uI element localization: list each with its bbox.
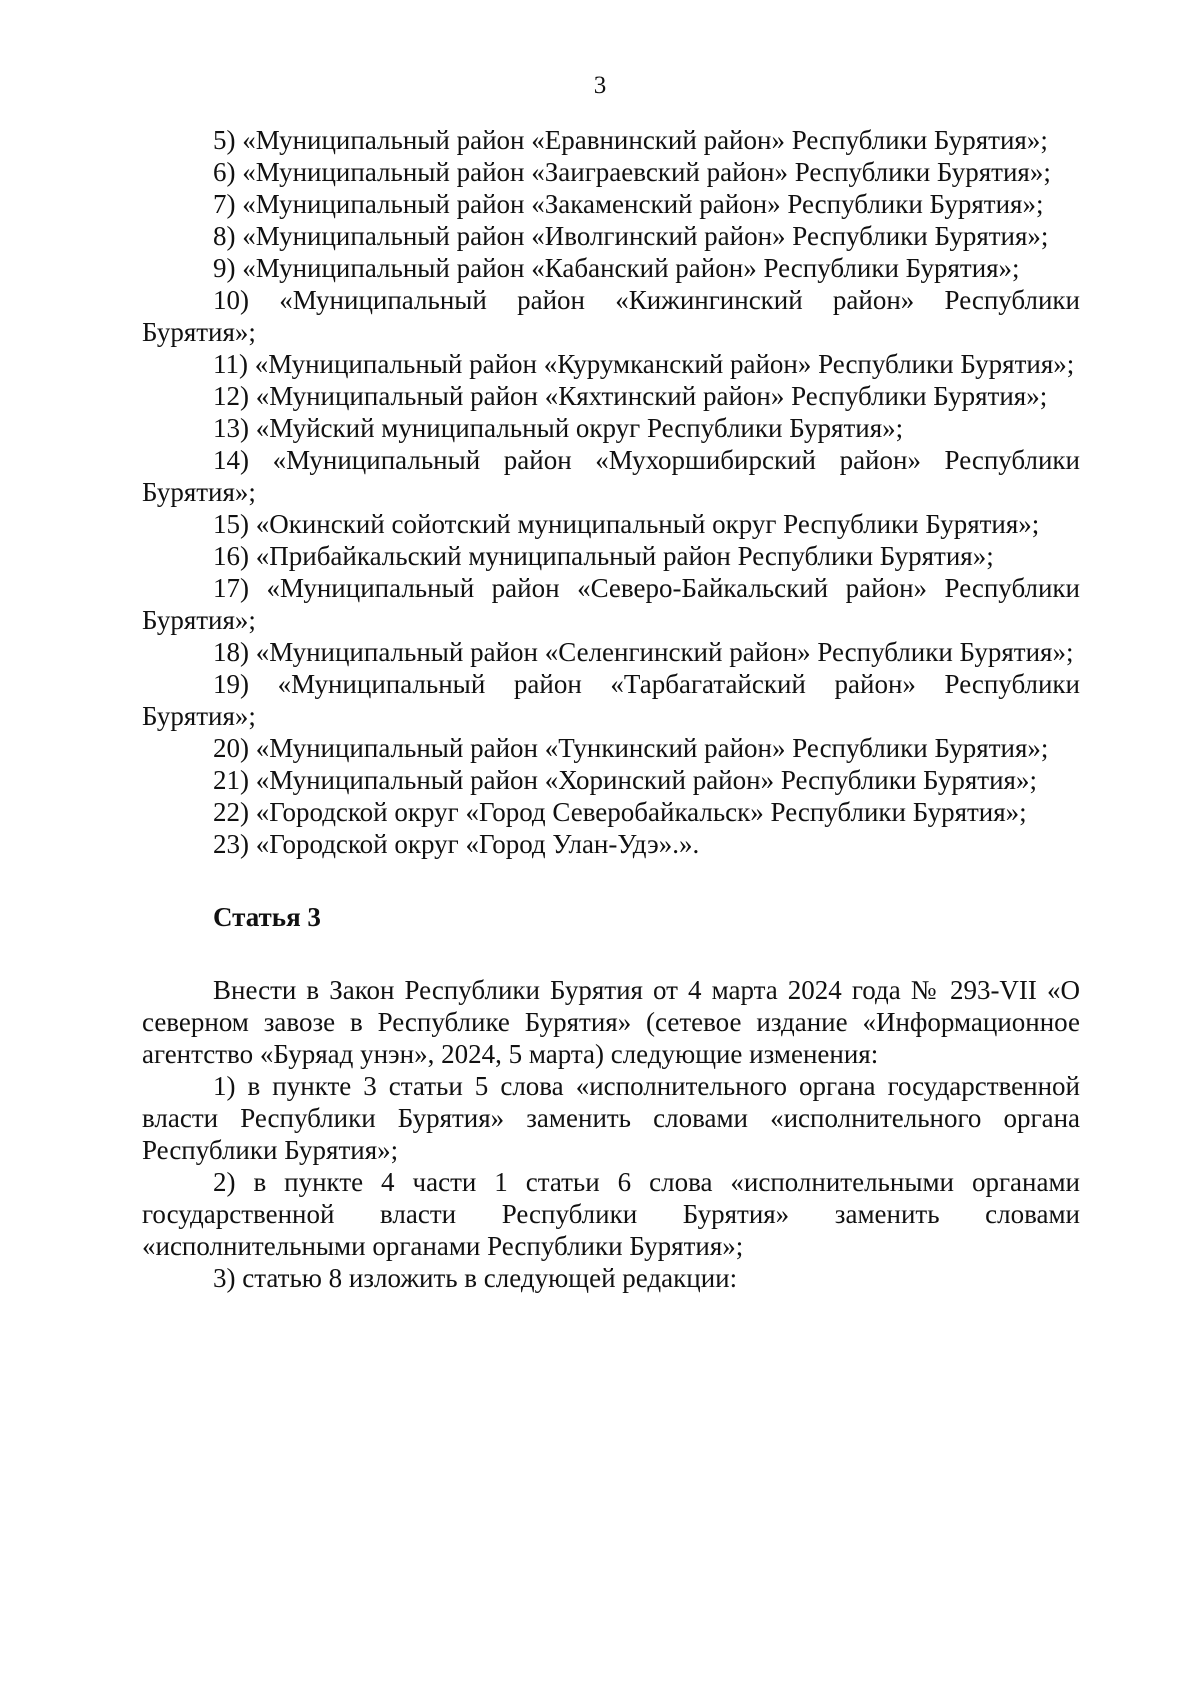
municipality-list [142, 124, 1080, 860]
list-item: 6) «Муниципальный район «Заиграевский район» Республики Бурятия»; [213, 157, 1051, 187]
list-item: 5) «Муниципальный район «Еравнинский район» Республики Бурятия»; [213, 125, 1048, 155]
list-item: 16) «Прибайкальский муниципальный район Республики Бурятия»; [213, 541, 994, 571]
article-body [142, 974, 1080, 1294]
list-item: 13) «Муйский муниципальный округ Республики Бурятия»; [213, 413, 904, 443]
list-item: 21) «Муниципальный район «Хоринский район» Республики Бурятия»; [213, 765, 1037, 795]
list-item: 15) «Окинский сойотский муниципальный округ Республики Бурятия»; [213, 509, 1040, 539]
list-item: 10) «Муниципальный район «Кижингинский район» Республики Бурятия»; [142, 285, 1080, 347]
article-point: 3) статью 8 изложить в следующей редакции: [213, 1263, 738, 1293]
list-item: 9) «Муниципальный район «Кабанский район» Республики Бурятия»; [213, 253, 1020, 283]
article-point: 1) в пункте 3 статьи 5 слова «исполнительного органа государственной власти Республики Бурятия» заменить словами «исполнительного органа Республики Бурятия»; [142, 1071, 1080, 1165]
list-item: 17) «Муниципальный район «Северо-Байкальский район» Республики Бурятия»; [142, 573, 1080, 635]
page-number: 3 [593, 72, 607, 99]
list-item: 12) «Муниципальный район «Кяхтинский район» Республики Бурятия»; [213, 381, 1048, 411]
list-item: 14) «Муниципальный район «Мухоршибирский район» Республики Бурятия»; [142, 445, 1080, 507]
list-item: 20) «Муниципальный район «Тункинский район» Республики Бурятия»; [213, 733, 1049, 763]
list-item: 23) «Городской округ «Город Улан-Удэ».». [213, 829, 700, 859]
list-item: 11) «Муниципальный район «Курумканский район» Республики Бурятия»; [213, 349, 1075, 379]
list-item: 19) «Муниципальный район «Тарбагатайский район» Республики Бурятия»; [142, 669, 1080, 731]
article-title: Статья 3 [213, 902, 321, 932]
list-item: 7) «Муниципальный район «Закаменский район» Республики Бурятия»; [213, 189, 1044, 219]
article-point: 2) в пункте 4 части 1 статьи 6 слова «исполнительными органами государственной власти Республики Бурятия» заменить словами «исполнительными органами Республики Бурятия»; [142, 1167, 1080, 1261]
list-item: 8) «Муниципальный район «Иволгинский район» Республики Бурятия»; [213, 221, 1049, 251]
document-body [142, 124, 1080, 1294]
article-intro: Внести в Закон Республики Бурятия от 4 марта 2024 года № 293-VII «О северном завозе в Республике Бурятия» (сетевое издание «Информационное агентство «Буряад унэн», 2024, 5 марта) следующие изменения: [142, 975, 1080, 1069]
list-item: 22) «Городской округ «Город Северобайкальск» Республики Бурятия»; [213, 797, 1027, 827]
list-item: 18) «Муниципальный район «Селенгинский район» Республики Бурятия»; [213, 637, 1074, 667]
